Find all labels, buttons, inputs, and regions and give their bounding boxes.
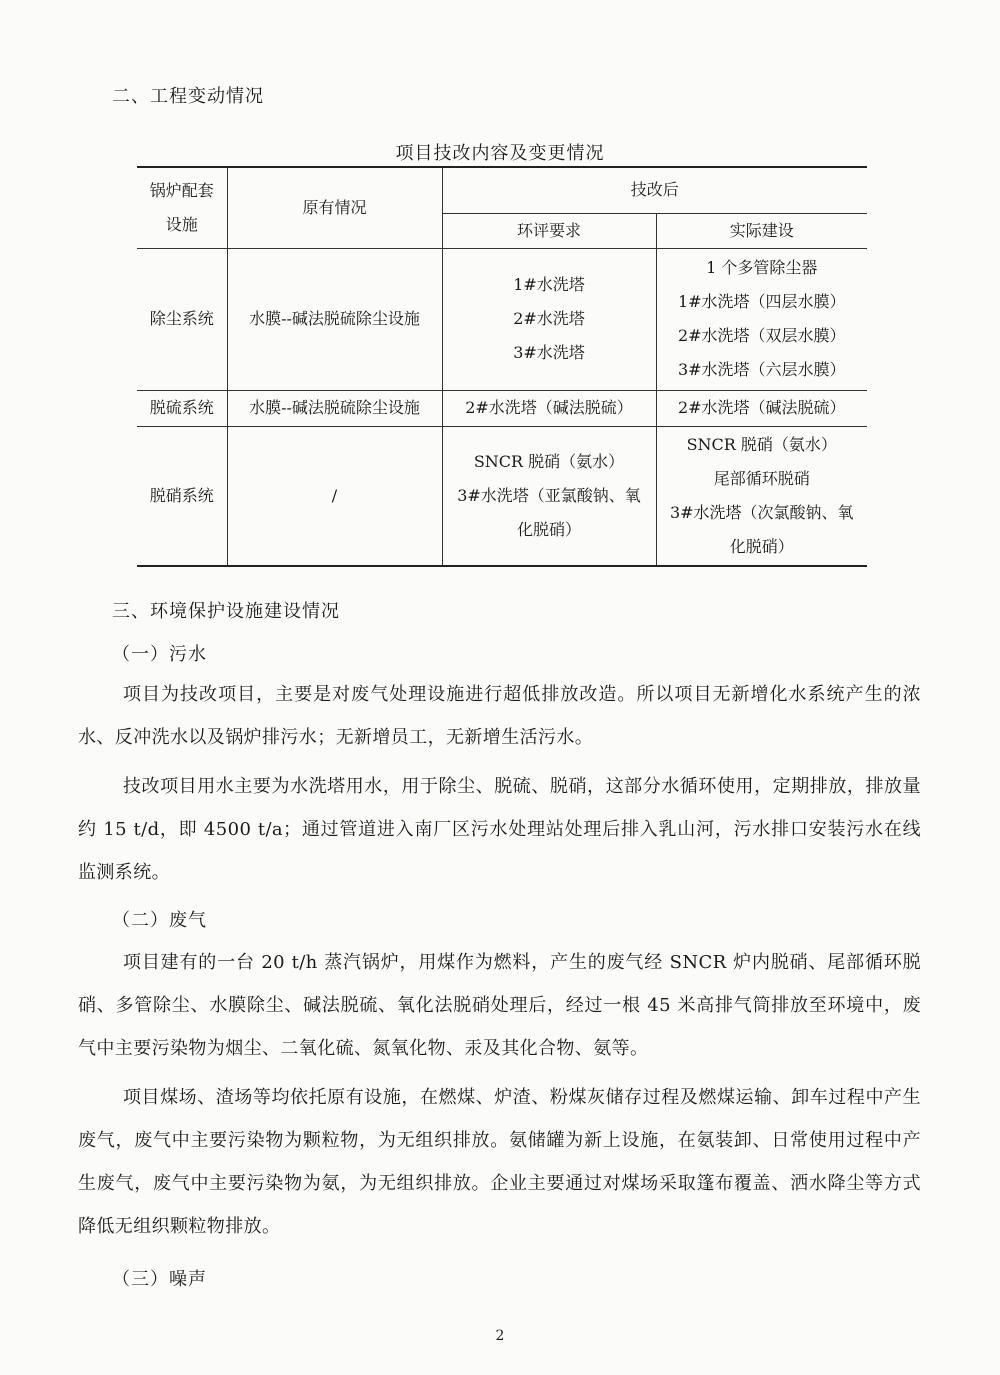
header-eia: 环评要求 bbox=[442, 213, 656, 248]
page-number: 2 bbox=[495, 1328, 505, 1344]
table-row bbox=[137, 390, 867, 426]
cell-line: 2#水洗塔（碱法脱硫） bbox=[465, 398, 633, 417]
row-name: 脱硫系统 bbox=[137, 390, 227, 426]
table-row bbox=[137, 248, 867, 390]
exhaust-heading: （二）废气 bbox=[112, 910, 207, 931]
cell-line: 1#水洗塔 bbox=[513, 275, 585, 294]
header-facility-line: 锅炉配套 bbox=[149, 180, 214, 200]
cell-line: 3#水洗塔（六层水膜） bbox=[677, 360, 846, 379]
exhaust-paragraph-1: 项目建有的一台 20 t/h 蒸汽锅炉，用煤作为燃料，产生的废气经 SNCR 炉内脱硝、尾部循环脱硝、多管除尘、水膜除尘、碱法脱硫、氧化法脱硝处理后，经过一根 45 米高排气筒排放至环境中，废气中主要污染物为烟尘、二氧化硫、氮氧化物、汞及其化合物、氨等。 bbox=[78, 952, 921, 1059]
row-eia bbox=[442, 390, 656, 426]
row-actual bbox=[656, 248, 867, 390]
cell-line: 3#水洗塔（亚氯酸钠、氧 bbox=[457, 485, 641, 505]
header-facility bbox=[137, 167, 227, 248]
cell-line: 1 个多管除尘器 bbox=[706, 258, 818, 277]
cell-line: SNCR 脱硝（氨水） bbox=[686, 434, 837, 454]
cell-line: 2#水洗塔 bbox=[513, 309, 585, 328]
section-2-heading: 二、工程变动情况 bbox=[112, 86, 264, 107]
header-after-upgrade: 技改后 bbox=[442, 167, 867, 213]
wastewater-heading: （一）污水 bbox=[112, 644, 207, 665]
cell-line: 2#水洗塔（碱法脱硫） bbox=[677, 398, 846, 417]
exhaust-paragraph-2: 项目煤场、渣场等均依托原有设施，在燃煤、炉渣、粉煤灰储存过程及燃煤运输、卸车过程中产生废气，废气中主要污染物为颗粒物，为无组织排放。氨储罐为新上设施，在氨装卸、日常使用过程中产生废气，废气中主要污染物为氨，为无组织排放。企业主要通过对煤场采取篷布覆盖、洒水降尘等方式降低无组织颗粒物排放。 bbox=[78, 1087, 921, 1237]
header-original: 原有情况 bbox=[227, 167, 442, 248]
row-name: 脱硝系统 bbox=[137, 426, 227, 566]
table-caption: 项目技改内容及变更情况 bbox=[395, 143, 605, 164]
row-eia bbox=[442, 426, 656, 566]
row-original: 水膜--碱法脱硫除尘设施 bbox=[227, 248, 442, 390]
tech-change-table bbox=[137, 166, 867, 567]
cell-line: SNCR 脱硝（氨水） bbox=[473, 451, 625, 471]
table-header-row bbox=[137, 167, 867, 213]
cell-line: 1#水洗塔（四层水膜） bbox=[677, 292, 846, 311]
section-3-heading: 三、环境保护设施建设情况 bbox=[112, 601, 340, 622]
noise-heading: （三）噪声 bbox=[112, 1269, 207, 1290]
row-actual bbox=[656, 390, 867, 426]
cell-line: 2#水洗塔（双层水膜） bbox=[677, 326, 846, 345]
cell-line: 3#水洗塔 bbox=[513, 343, 585, 362]
cell-line: 化脱硝） bbox=[516, 519, 581, 539]
cell-line: 化脱硝） bbox=[729, 536, 794, 556]
row-actual bbox=[656, 426, 867, 566]
row-eia bbox=[442, 248, 656, 390]
row-original: / bbox=[227, 426, 442, 566]
header-facility-line: 设施 bbox=[165, 214, 198, 234]
cell-line: 尾部循环脱硝 bbox=[713, 468, 810, 488]
row-original: 水膜--碱法脱硫除尘设施 bbox=[227, 390, 442, 426]
header-actual: 实际建设 bbox=[656, 213, 867, 248]
table-row bbox=[137, 426, 867, 566]
cell-line: 3#水洗塔（次氯酸钠、氧 bbox=[669, 502, 854, 522]
wastewater-paragraph-2: 技改项目用水主要为水洗塔用水，用于除尘、脱硫、脱硝，这部分水循环使用，定期排放，排放量约 15 t/d，即 4500 t/a；通过管道进入南厂区污水处理站处理后排入乳山河，污水排口安装污水在线监测系统。 bbox=[78, 776, 921, 883]
wastewater-paragraph-1: 项目为技改项目，主要是对废气处理设施进行超低排放改造。所以项目无新增化水系统产生的浓水、反冲洗水以及锅炉排污水；无新增员工，无新增生活污水。 bbox=[78, 684, 921, 748]
row-name: 除尘系统 bbox=[137, 248, 227, 390]
